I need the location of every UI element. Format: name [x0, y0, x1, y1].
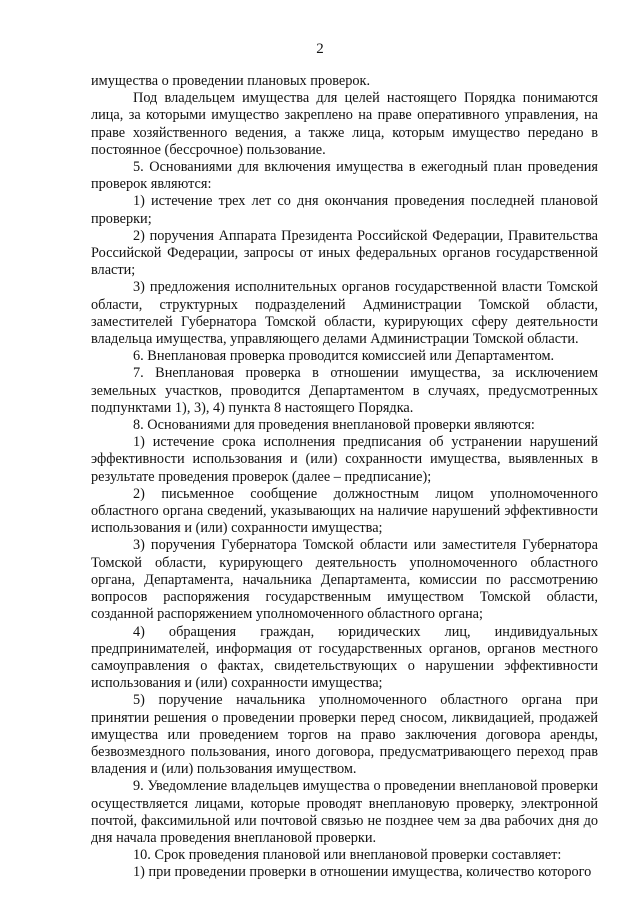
paragraph: Под владельцем имущества для целей настоящего Порядка понимаются лица, за которыми имущество закреплено на праве оперативного управления, на праве хозяйственного ведения, а также лица, которым имущество передано в постоянное (бессрочное) пользование.	[91, 90, 598, 158]
paragraph: 5. Основаниями для включения имущества в ежегодный план проведения проверок являются:	[91, 159, 598, 193]
paragraph: 1) истечение срока исполнения предписания об устранении нарушений эффективности использования и (или) сохранности имущества, выявленных в результате проведения проверок (далее – предписание);	[91, 434, 598, 485]
paragraph: 9. Уведомление владельцев имущества о проведении внеплановой проверки осуществляется лицами, которые проводят внеплановую проверку, электронной почтой, факсимильной или почтовой связью не позднее чем за два рабочих дня до дня начала проведения внеплановой проверки.	[91, 778, 598, 846]
paragraph: 1) истечение трех лет со дня окончания проведения последней плановой проверки;	[91, 193, 598, 227]
paragraph: 6. Внеплановая проверка проводится комиссией или Департаментом.	[133, 348, 555, 365]
paragraph: 3) поручения Губернатора Томской области или заместителя Губернатора Томской области, курирующего деятельность уполномоченного областного органа, Департамента, начальника Департамента, комиссии по рассмотрению вопросов распоряжения государственным имуществом Томской области, созданной распоряжением уполномоченного областного органа;	[91, 537, 598, 623]
paragraph: 3) предложения исполнительных органов государственной власти Томской области, структурных подразделений Администрации Томской области, заместителей Губернатора Томской области, курирующих сферу деятельности владельца имущества, управляющего делами Администрации Томской области.	[91, 279, 598, 348]
document-body	[91, 73, 598, 882]
paragraph: 4) обращения граждан, юридических лиц, индивидуальных предпринимателей, информация от государственных органов, органов местного самоуправления о фактах, свидетельствующих о нарушении эффективности использования и (или) сохранности имущества;	[91, 623, 598, 692]
paragraph: 2) поручения Аппарата Президента Российской Федерации, Правительства Российской Федерации, запросы от иных федеральных органов государственной власти;	[91, 227, 598, 279]
paragraph: 5) поручение начальника уполномоченного областного органа при принятии решения о проведении проверки перед сносом, ликвидацией, продажей имущества или проведением торгов на право заключения договора аренды, безвозмездного пользования, иного договора, предусматривающего переход прав владения и (или) пользования имуществом.	[91, 692, 598, 778]
paragraph: 7. Внеплановая проверка в отношении имущества, за исключением земельных участков, проводится Департаментом в случаях, предусмотренных подпунктами 1), 3), 4) пункта 8 настоящего Порядка.	[91, 365, 598, 416]
paragraph: 10. Срок проведения плановой или внеплановой проверки составляет:	[133, 847, 562, 864]
paragraph: имущества о проведении плановых проверок.	[91, 73, 371, 89]
paragraph: 8. Основаниями для проведения внеплановой проверки являются:	[133, 417, 535, 434]
paragraph: 2) письменное сообщение должностным лицом уполномоченного областного органа сведений, указывающих на наличие нарушений эффективности использования и (или) сохранности имущества;	[91, 485, 598, 537]
page-number: 2	[316, 41, 324, 57]
paragraph: 1) при проведении проверки в отношении имущества, количество которого	[133, 864, 592, 881]
